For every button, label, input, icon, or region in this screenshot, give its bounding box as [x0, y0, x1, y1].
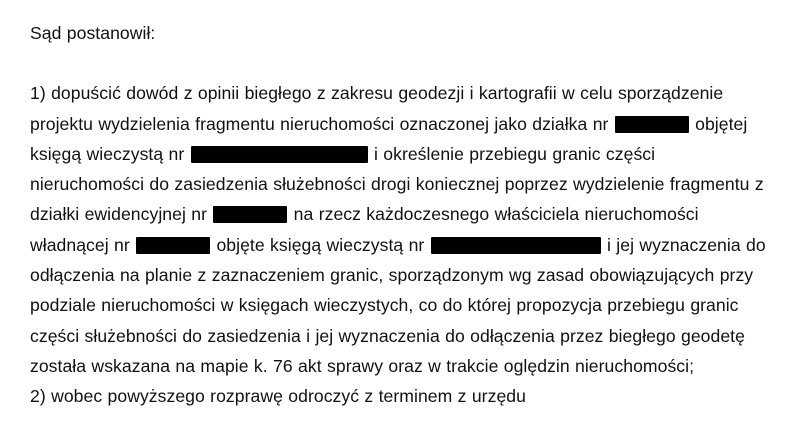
redacted-text — [213, 206, 287, 223]
redacted-text — [431, 237, 601, 254]
document-body — [30, 78, 772, 411]
paragraph-item-2: 2) wobec powyższego rozprawę odroczyć z terminem z urzędu — [30, 386, 526, 407]
redacted-text — [615, 116, 689, 133]
redacted-text — [191, 146, 368, 163]
intro-line: Sąd postanowił: — [30, 23, 156, 43]
redacted-text — [136, 237, 210, 254]
paragraph-item-1: 1) dopuścić dowód z opinii biegłego z zakresu geodezji i kartografii w celu sporządzenie projektu wydzielenia fragmentu nieruchomości oznaczonej jako działka nr objętej księgą wieczystą nr i określenie przebiegu granic części nieruchomości do zasiedzenia służebności drogi koniecznej poprzez wydzielenie fragmentu z działki ewidencyjnej nr na rzecz każdoczesnego właściciela nieruchomości władnącej nr objęte księgą wieczystą nr i jej wyznaczenia do odłączenia na planie z zaznaczeniem granic, sporządzonym wg zasad obowiązujących przy podziale nieruchomości w księgach wieczystych, co do której propozycja przebiegu granic części służebności do zasiedzenia i jej wyznaczenia do odłączenia przez biegłego geodetę została wskazana na mapie k. 76 akt sprawy oraz w trakcie oględzin nieruchomości; — [30, 83, 766, 376]
